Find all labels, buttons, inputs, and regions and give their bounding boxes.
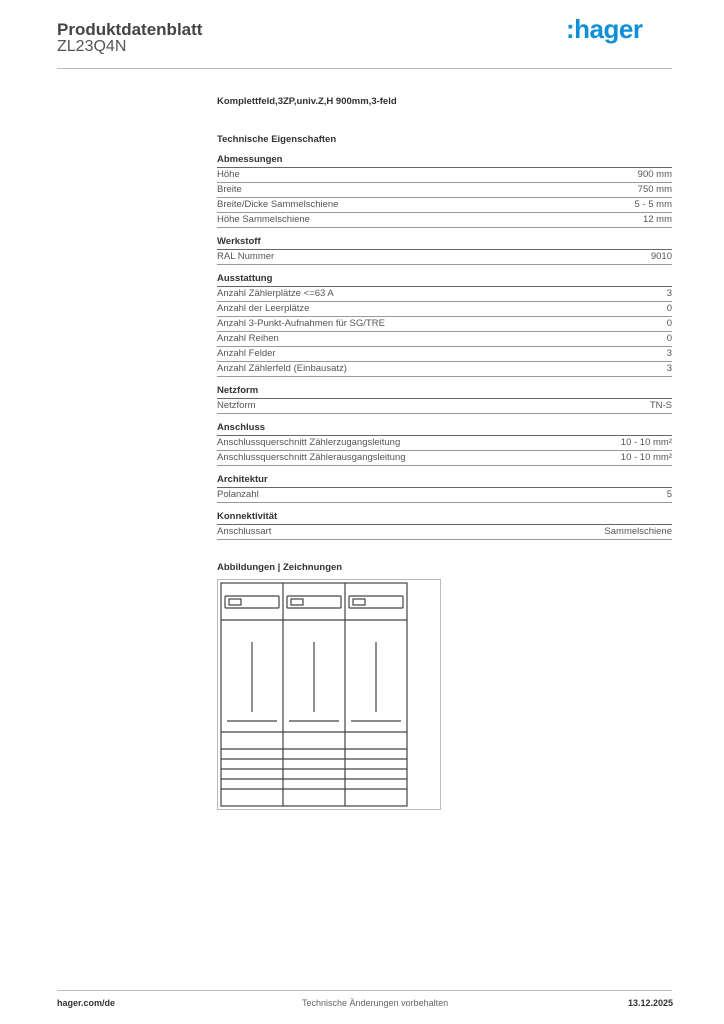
property-row <box>217 347 672 362</box>
property-label: Anschlussquerschnitt Zählerzugangsleitung <box>217 437 401 448</box>
property-label: Anzahl Zählerplätze <=63 A <box>217 288 334 299</box>
group-konnektivität <box>217 511 672 540</box>
property-value: 10 - 10 mm² <box>620 437 672 448</box>
group-heading: Abmessungen <box>217 154 672 168</box>
property-row <box>217 317 672 332</box>
meter-label-field <box>225 596 279 608</box>
property-value: 0 <box>666 303 672 314</box>
property-value: TN-S <box>649 400 672 411</box>
product-description: Komplettfeld,3ZP,univ.Z,H 900mm,3-feld <box>217 96 397 107</box>
technical-drawing <box>217 579 441 810</box>
property-label: Anzahl der Leerplätze <box>217 303 310 314</box>
property-row <box>217 362 672 377</box>
property-row <box>217 525 672 540</box>
property-row <box>217 183 672 198</box>
footer-note: Technische Änderungen vorbehalten <box>302 998 449 1008</box>
product-code: ZL23Q4N <box>57 38 127 55</box>
property-label: Anschlussart <box>217 526 272 537</box>
group-architektur <box>217 474 672 503</box>
property-label: Anzahl 3-Punkt-Aufnahmen für SG/TRE <box>217 318 385 329</box>
group-ausstattung <box>217 273 672 377</box>
page-title: Produktdatenblatt <box>57 20 203 39</box>
property-row <box>217 287 672 302</box>
property-value: 750 mm <box>637 184 672 195</box>
property-label: Anzahl Reihen <box>217 333 279 344</box>
property-row <box>217 250 672 265</box>
property-row <box>217 399 672 414</box>
group-netzform <box>217 385 672 414</box>
property-value: 10 - 10 mm² <box>620 452 672 463</box>
meter-icon <box>353 599 365 605</box>
section-title: Technische Eigenschaften <box>217 134 337 145</box>
property-row <box>217 168 672 183</box>
group-heading: Konnektivität <box>217 511 672 525</box>
group-heading: Ausstattung <box>217 273 672 287</box>
group-anschluss <box>217 422 672 466</box>
property-label: Höhe Sammelschiene <box>217 214 310 225</box>
property-row <box>217 332 672 347</box>
property-row <box>217 213 672 228</box>
property-value: 5 - 5 mm <box>634 199 672 210</box>
content <box>217 96 672 810</box>
property-value: 12 mm <box>642 214 672 225</box>
property-label: Polanzahl <box>217 489 259 500</box>
group-heading: Anschluss <box>217 422 672 436</box>
meter-icon <box>291 599 303 605</box>
meter-icon <box>229 599 241 605</box>
property-row <box>217 302 672 317</box>
property-label: Netzform <box>217 400 256 411</box>
group-heading: Werkstoff <box>217 236 672 250</box>
meter-label-field <box>287 596 341 608</box>
property-row <box>217 198 672 213</box>
property-value: 3 <box>666 348 672 359</box>
meter-label-field <box>349 596 403 608</box>
property-value: 3 <box>666 363 672 374</box>
footer-date: 13.12.2025 <box>628 998 674 1008</box>
property-label: Anschlussquerschnitt Zählerausgangsleitung <box>217 452 406 463</box>
group-heading: Architektur <box>217 474 672 488</box>
property-row <box>217 436 672 451</box>
footer-divider <box>57 990 672 991</box>
property-label: RAL Nummer <box>217 251 275 262</box>
footer-website[interactable]: hager.com/de <box>57 998 116 1008</box>
property-value: 3 <box>666 288 672 299</box>
property-label: Höhe <box>217 169 240 180</box>
property-value: 0 <box>666 318 672 329</box>
group-werkstoff <box>217 236 672 265</box>
enclosure-drawing <box>218 580 440 809</box>
property-value: Sammelschiene <box>604 526 672 537</box>
property-label: Anzahl Zählerfeld (Einbausatz) <box>217 363 347 374</box>
header-divider <box>57 68 672 69</box>
hager-logo: :hager <box>566 14 643 44</box>
property-label: Breite/Dicke Sammelschiene <box>217 199 339 210</box>
drawings-title: Abbildungen | Zeichnungen <box>217 562 343 573</box>
property-value: 0 <box>666 333 672 344</box>
group-heading: Netzform <box>217 385 672 399</box>
property-value: 900 mm <box>637 169 672 180</box>
group-abmessungen <box>217 154 672 228</box>
property-row <box>217 488 672 503</box>
property-row <box>217 451 672 466</box>
property-value: 9010 <box>650 251 672 262</box>
property-value: 5 <box>666 489 672 500</box>
property-label: Breite <box>217 184 242 195</box>
property-groups <box>217 154 672 540</box>
property-label: Anzahl Felder <box>217 348 276 359</box>
